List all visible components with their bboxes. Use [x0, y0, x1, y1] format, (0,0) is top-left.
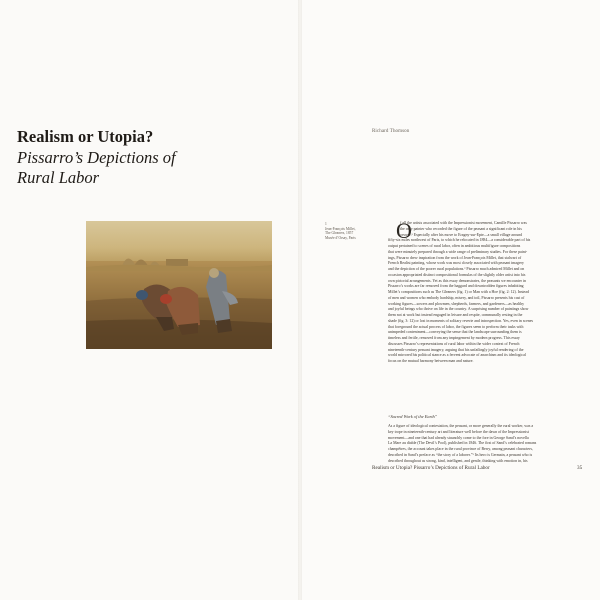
- text-line: As a figure of ideological contestation, the peasant, or more generally the rural worker, was a: [388, 424, 534, 428]
- book-gutter: [298, 0, 302, 600]
- text-line: that were minutely prepared through a wide range of preliminary studies. For these paint-: [388, 249, 528, 254]
- text-line: of men and women who embody hardship, misery, and toil, Pissarro presents his cast of: [388, 295, 525, 300]
- running-head-author: Richard Thomson: [372, 129, 410, 134]
- caption-artist: Jean-François Millet,: [325, 226, 356, 231]
- text-line: the only painter who recorded the figure of the peasant a significant role in his: [400, 226, 522, 231]
- text-line: focus on the mutual harmony between man and nature.: [388, 359, 474, 363]
- caption-work: The Gleaners, 1857: [325, 231, 354, 236]
- caption-collection: Musée d’Orsay, Paris: [325, 235, 356, 240]
- text-line: shade (fig. 3: 12) or lost in moments of solitary reverie and introspection. Yes, even in scenes: [388, 318, 534, 323]
- caption-number: 1: [325, 222, 327, 226]
- text-line: French Realist painting, whose work was most closely associated with peasant imagery: [388, 261, 524, 266]
- page-number: 35: [577, 465, 583, 471]
- text-line: nineteenth-century peasant imagery, arguing that his unfailingly joyful rendering of the: [388, 347, 524, 352]
- text-line: oeuvre.¹ Especially after his move to Eragny-sur-Epte—a small village around: [400, 232, 523, 237]
- text-line: fifty-six miles northwest of Paris, to which he relocated in 1884—a considerable part of his: [388, 238, 531, 243]
- text-line: working figures—sowers and plowmen, shepherds, farmers, and gardeners—as healthy: [388, 301, 525, 306]
- body-paragraph-2: [388, 424, 579, 464]
- text-line: key trope in nineteenth-century art and literature well before the dawn of the Impressionist: [388, 429, 529, 434]
- essay-subtitle-line-1: Pissarro’s Depictions of: [17, 148, 176, 167]
- drop-cap: O: [396, 218, 412, 243]
- text-line: discusses Pissarro’s representations of rural labor within the wider context of French: [388, 341, 520, 346]
- text-line: own pictorial arrangements. Yet as this essay demonstrates, the peasants we encounter in: [388, 278, 526, 283]
- essay-title: Realism or Utopia?: [17, 127, 154, 146]
- text-line: and joyful beings who thrive on life in the country. A surprising number of paintings show: [388, 307, 529, 312]
- painting-the-gleaners: [86, 221, 272, 349]
- figure-caption: [325, 222, 367, 240]
- text-line: unimpeded contentment—conveying the sense that the landscape surrounding them is: [388, 330, 522, 335]
- essay-subtitle-line-2: Rural Labor: [17, 168, 100, 187]
- text-line: ings, Pissarro drew inspiration from the work of Jean-François Millet, that stalwart of: [388, 255, 522, 260]
- text-line: output pertained to scenes of rural labor, often in ambitious multifigure compositions: [388, 244, 521, 248]
- text-line: Millet’s compositions such as The Gleaners (fig. 1) or Man with a Hoe (fig. 2: 12). Instead: [388, 290, 529, 294]
- section-heading: “Sacred Work of the Earth”: [388, 414, 438, 419]
- text-line: described throughout as strong, kind, intelligent, and gentle, thinking with emotion in, his: [388, 458, 528, 463]
- text-line: them not at work but instead engaged in leisure and respite, communally resting in the: [388, 313, 523, 317]
- text-line: described in Sand’s preface as “the story of a laborer.”³ Its hero is Germain, a peasant who is: [388, 452, 533, 457]
- text-line: occasion appropriated distinct compositional formulas of the slightly older artist into his: [388, 272, 526, 277]
- text-line: and the depiction of the poorer rural populations.² Pissarro much admired Millet and on: [388, 267, 525, 271]
- text-line: Pissarro’s works are far removed from the haggard and downtrodden figures inhabiting: [388, 284, 524, 289]
- essay-subtitle: [17, 148, 287, 188]
- footer-running-title: Realism or Utopia? Pissarro’s Depictions of Rural Labor: [372, 465, 490, 471]
- text-line: La Mare au diable (The Devil’s Pool), published in 1846. The first of Sand’s celebrated romans: [388, 441, 537, 446]
- painting-image: [86, 221, 272, 349]
- body-paragraph-1: [388, 218, 579, 365]
- text-line: f all the artists associated with the Impressionist movement, Camille Pissarro was: [400, 221, 527, 225]
- text-line: that foreground the actual process of labor, the figures seem to perform their tasks with: [388, 324, 524, 329]
- text-line: champêtres, the account takes place in the rural province of Berry, among peasant characters,: [388, 447, 533, 451]
- text-line: movement—and one that had already staunchly come to the fore in George Sand’s novella: [388, 435, 529, 440]
- text-line: world mirrored his political stance as a fervent advocate of anarchism and its ideological: [388, 353, 526, 358]
- text-line: timeless and fertile, removed from any impingement by modern progress. This essay: [388, 336, 520, 340]
